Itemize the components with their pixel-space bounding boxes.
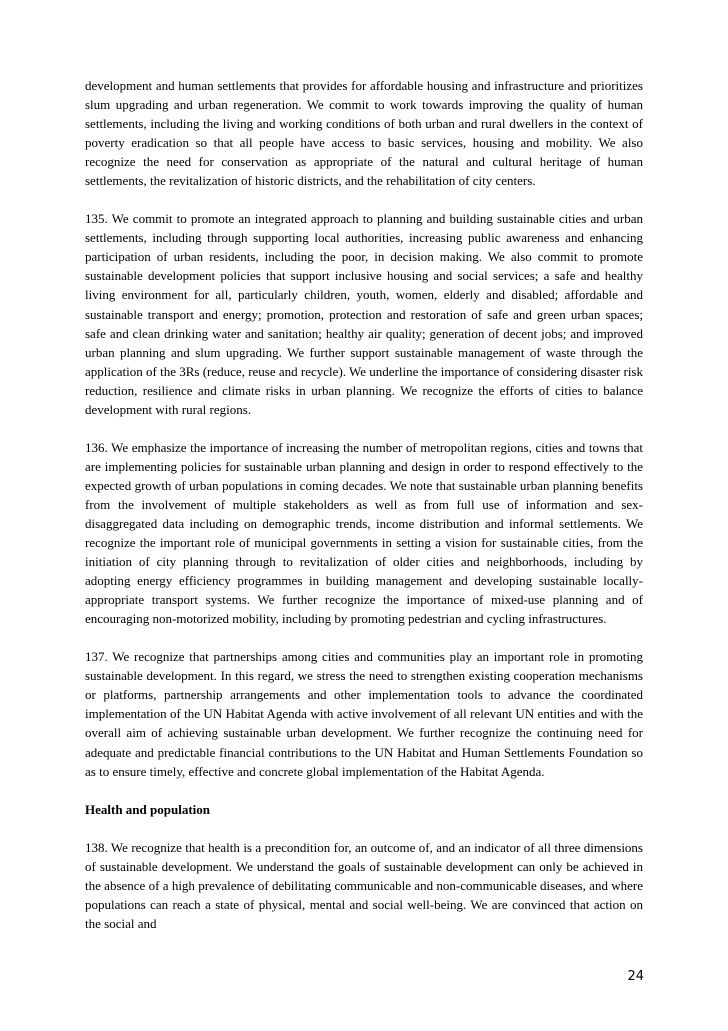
paragraph-138: 138. We recognize that health is a precondition for, an outcome of, and an indicator of all three dimensions of sustainable development. We understand the goals of sustainable development can only be achieved in the absence of a high prevalence of debilitating communicable and non-communicable diseases, and where populations can reach a state of physical, mental and social well-being. We are convinced that action on the social and	[85, 839, 643, 931]
paragraph-continuation: development and human settlements that provides for affordable housing and infrastructure and prioritizes slum upgrading and urban regeneration. We commit to work towards improving the quality of human settlements, including the living and working conditions of both urban and rural dwellers in the context of poverty eradication so that all people have access to basic services, housing and mobility. We also recognize the need for conservation as appropriate of the natural and cultural heritage of human settlements, the revitalization of historic districts, and the rehabilitation of city centers.	[85, 78, 643, 189]
page-number: 24	[627, 969, 644, 984]
paragraph-136: 136. We emphasize the importance of increasing the number of metropolitan regions, cities and towns that are implementing policies for sustainable urban planning and design in order to respond effectively to the expected growth of urban populations in coming decades. We note that sustainable urban planning benefits from the involvement of multiple stakeholders as well as from full use of information and sex-disaggregated data including on demographic trends, income distribution and informal settlements. We recognize the important role of municipal governments in setting a vision for sustainable cities, from the initiation of city planning through to revitalization of older cities and neighborhoods, including by adopting energy efficiency programmes in building management and developing sustainable locally-appropriate transport systems. We further recognize the importance of mixed-use planning and of encouraging non-motorized mobility, including by promoting pedestrian and cycling infrastructures.	[85, 439, 643, 627]
section-heading-health-population: Health and population	[85, 801, 210, 817]
paragraph-137: 137. We recognize that partnerships among cities and communities play an important role in promoting sustainable development. In this regard, we stress the need to strengthen existing cooperation mechanisms or platforms, partnership arrangements and other implementation tools to advance the coordinated implementation of the UN Habitat Agenda with active involvement of all relevant UN entities and with the overall aim of achieving sustainable urban development. We further recognize the continuing need for adequate and predictable financial contributions to the UN Habitat and Human Settlements Foundation so as to ensure timely, effective and concrete global implementation of the Habitat Agenda.	[85, 649, 643, 779]
document-page	[85, 76, 643, 952]
paragraph-135: 135. We commit to promote an integrated approach to planning and building sustainable cities and urban settlements, including through supporting local authorities, increasing public awareness and enhancing participation of urban residents, including the poor, in decision making. We also commit to promote sustainable development policies that support inclusive housing and social services; a safe and healthy living environment for all, particularly children, youth, women, elderly and disabled; affordable and sustainable transport and energy; promotion, protection and restoration of safe and green urban spaces; safe and clean drinking water and sanitation; healthy air quality; generation of decent jobs; and improved urban planning and slum upgrading. We further support sustainable management of waste through the application of the 3Rs (reduce, reuse and recycle). We underline the importance of considering disaster risk reduction, resilience and climate risks in urban planning. We recognize the efforts of cities to balance development with rural regions.	[85, 211, 643, 417]
